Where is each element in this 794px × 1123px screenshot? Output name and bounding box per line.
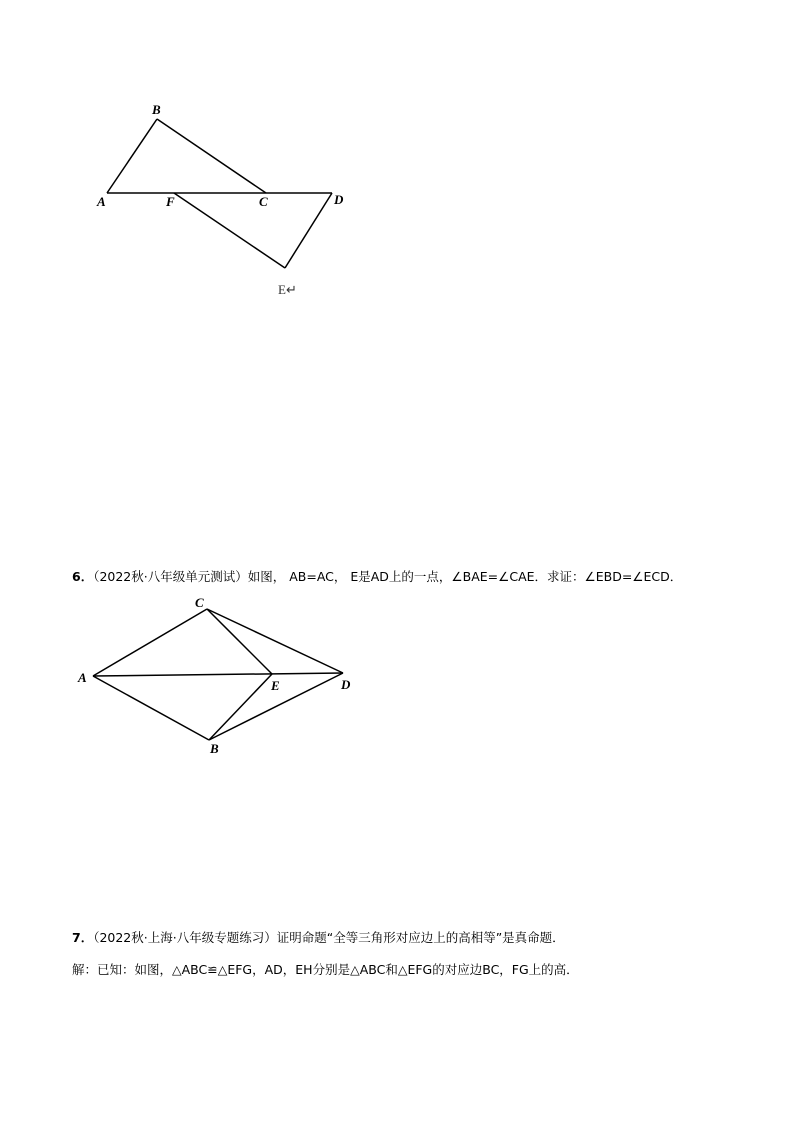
label-C: C xyxy=(195,595,204,610)
segment-BE xyxy=(209,674,272,740)
segment-AB xyxy=(93,676,209,740)
label-D: D xyxy=(334,192,344,207)
label-B: B xyxy=(210,741,219,756)
label-B: B xyxy=(152,102,161,117)
segment-CD xyxy=(207,609,343,673)
segment-CE xyxy=(207,609,272,674)
problem-6-source: （2022秋·八年级单元测试） xyxy=(93,569,248,584)
problem-7-text: 证明命题“全等三角形对应边上的高相等”是真命题． xyxy=(276,930,565,945)
problem-6-number: 6． xyxy=(72,569,94,584)
segment-AC xyxy=(93,609,207,676)
label-D: D xyxy=(341,677,351,692)
label-E: E↵ xyxy=(278,282,297,297)
problem-7-solution xyxy=(72,962,579,978)
label-A: A xyxy=(78,670,87,685)
problem-7-source: （2022秋·上海·八年级专题练习） xyxy=(93,930,277,945)
label-C: C xyxy=(259,194,268,209)
label-F: F xyxy=(166,194,175,209)
label-A: A xyxy=(97,194,106,209)
problem-7-solution-text: 解：已知：如图，△ABC≌△EFG，AD，EH分别是△ABC和△EFG的对应边BC，FG上的高． xyxy=(72,962,579,977)
problem-7 xyxy=(72,930,565,946)
label-E: E xyxy=(271,678,280,693)
problem-6-text: 如图， AB=AC， E是AD上的一点，∠BAE=∠CAE．求证：∠EBD=∠ECD． xyxy=(247,569,683,584)
segment-AD xyxy=(93,673,343,676)
problem-7-number: 7． xyxy=(72,930,94,945)
